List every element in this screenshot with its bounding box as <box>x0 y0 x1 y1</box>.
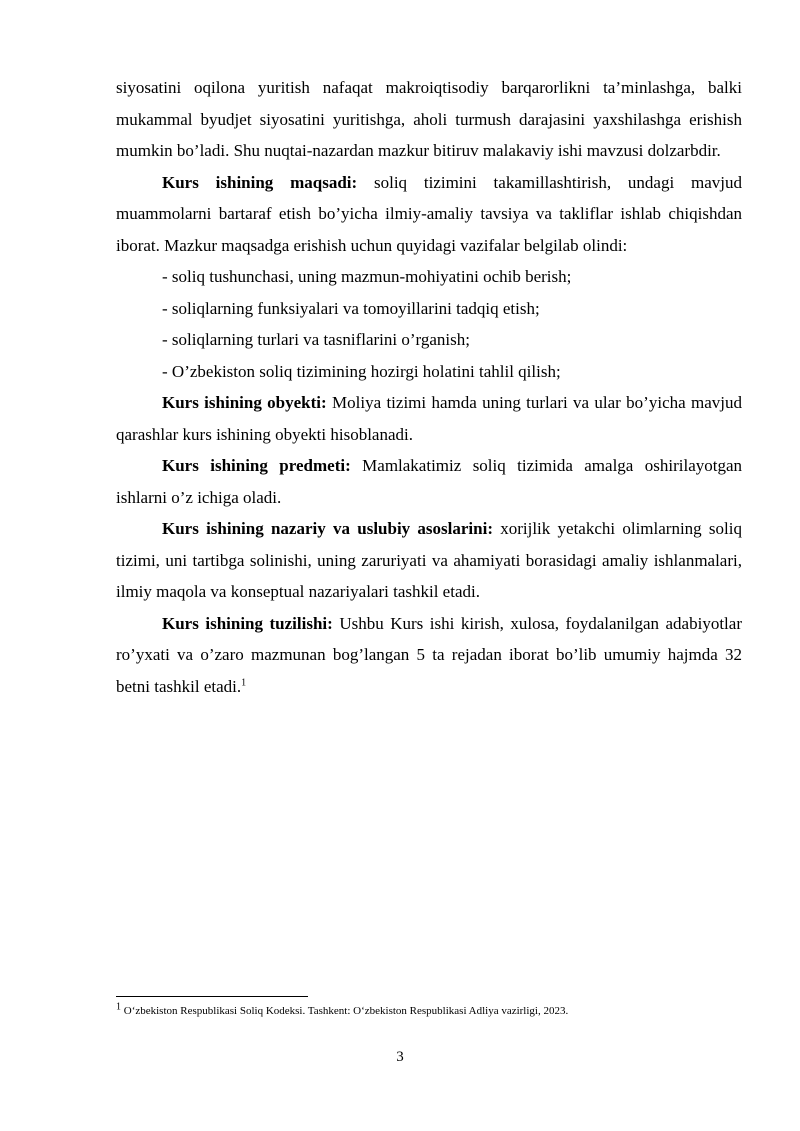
basis-paragraph <box>116 513 742 608</box>
page-number: 3 <box>396 1049 404 1065</box>
footnote-separator <box>116 996 308 997</box>
task-item: - soliqlarning funksiyalari va tomoyillarini tadqiq etish; <box>162 298 540 318</box>
structure-text: Ushbu Kurs ishi kirish, xulosa, foydalanilgan adabiyotlar ro’yxati va o’zaro mazmunan bog’langan 5 ta rejadan iborat bo’lib umumiy hajmda 32 betni tashkil etadi. <box>116 613 742 696</box>
task-item: - soliq tushunchasi, uning mazmun-mohiyatini ochib berish; <box>162 267 572 286</box>
purpose-paragraph <box>116 167 742 262</box>
object-paragraph <box>116 387 742 450</box>
basis-label: Kurs ishining nazariy va uslubiy asoslarini: <box>162 519 493 538</box>
intro-text: siyosatini oqilona yuritish nafaqat makroiqtisodiy barqarorlikni ta’minlashga, balki mukammal byudjet siyosatini yuritishga, aholi turmush darajasini yaxshilashga erishish mumkin bo’ladi. Shu nuqtai-nazardan mazkur bitiruv malakaviy ishi mavzusi dolzarbdir. <box>116 78 742 160</box>
structure-paragraph <box>116 608 742 703</box>
purpose-text: soliq tizimini takamillashtirish, undagi mavjud muammolarni bartaraf etish bo’yicha ilmiy-amaliy tavsiya va takliflar ishlab chiqishdan iborat. Mazkur maqsadga erishish uchun quyidagi vazifalar belgilab olindi: <box>116 172 742 255</box>
subject-text: Mamlakatimiz soliq tizimida amalga oshirilayotgan ishlarni o’z ichiga oladi. <box>116 456 743 507</box>
document-body <box>116 72 742 702</box>
footnote-marker: 1 <box>116 1001 121 1013</box>
intro-paragraph <box>116 72 742 167</box>
object-label: Kurs ishining obyekti: <box>162 393 327 412</box>
structure-label: Kurs ishining tuzilishi: <box>162 613 333 633</box>
task-item: - soliqlarning turlari va tasniflarini o’rganish; <box>162 330 470 349</box>
footnote-text: O‘zbekiston Respublikasi Soliq Kodeksi. Tashkent: O‘zbekiston Respublikasi Adliya vazirligi, 2023. <box>121 1005 569 1017</box>
subject-paragraph <box>116 450 742 513</box>
footnote <box>116 1001 742 1019</box>
purpose-label: Kurs ishining maqsadi: <box>162 172 358 192</box>
basis-text: xorijlik yetakchi olimlarning soliq tizimi, uni tartibga solinishi, uning zaruriyati va ahamiyati borasidagi amaliy ishlanmalari, ilmiy maqola va konseptual nazariyalari tashkil etadi. <box>116 519 742 601</box>
footnote-reference[interactable]: 1 <box>241 676 247 688</box>
object-text: Moliya tizimi hamda uning turlari va ular bo’yicha mavjud qarashlar kurs ishining obyekti hisoblanadi. <box>116 393 742 444</box>
task-item: - O’zbekiston soliq tizimining hozirgi holatini tahlil qilish; <box>162 361 561 381</box>
subject-label: Kurs ishining predmeti: <box>162 456 351 475</box>
